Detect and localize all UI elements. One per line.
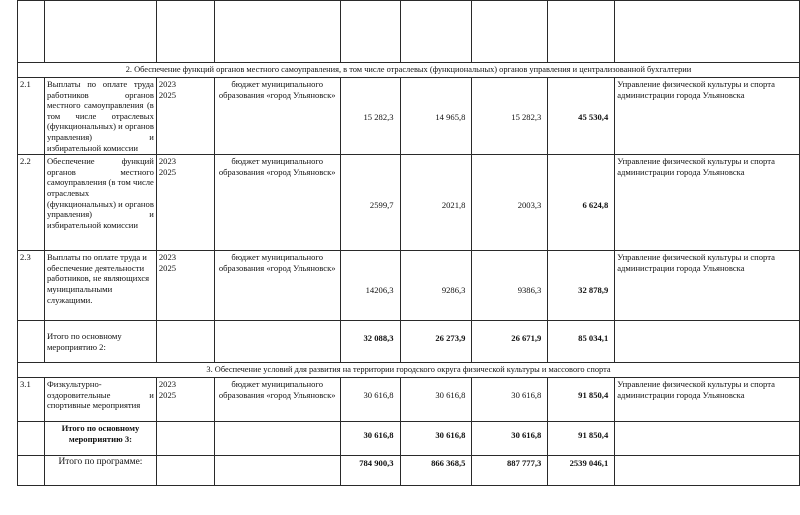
subtotal-2023: 30 616,8 — [340, 422, 400, 456]
measure-name: Выплаты по оплате труда работников органов местного самоуправления (в том числе отраслевых (функциональных) и органов управления) и избирательной комиссии — [44, 78, 156, 155]
subtotal-2025: 26 671,9 — [472, 321, 548, 363]
subtotal-2024: 30 616,8 — [400, 422, 472, 456]
empty-cell — [18, 321, 45, 363]
empty-cell — [18, 1, 45, 63]
row-number: 2.2 — [18, 155, 45, 251]
executor: Управление физической культуры и спорта администрации города Ульяновска — [615, 378, 800, 422]
executor: Управление физической культуры и спорта администрации города Ульяновска — [615, 155, 800, 251]
value-2025: 30 616,8 — [472, 378, 548, 422]
subtotal-2025: 30 616,8 — [472, 422, 548, 456]
years-cell — [156, 155, 214, 251]
value-2024: 2021,8 — [400, 155, 472, 251]
table-row — [18, 78, 800, 155]
grand-total-2024: 866 368,5 — [400, 456, 472, 486]
measure-name: Выплаты по оплате труда и обеспечение деятельности работников, не являющихся муниципальными служащими. — [44, 251, 156, 321]
year-end: 2025 — [158, 262, 177, 273]
empty-cell — [400, 1, 472, 63]
empty-cell — [214, 321, 340, 363]
funding-source: бюджет муниципального образования «город Ульяновск» — [214, 155, 340, 251]
section-header-row — [18, 63, 800, 78]
empty-cell — [615, 456, 800, 486]
empty-cell — [156, 1, 214, 63]
grand-total-2025: 887 777,3 — [472, 456, 548, 486]
value-total: 6 624,8 — [548, 155, 615, 251]
subtotal-total: 91 850,4 — [548, 422, 615, 456]
subtotal-2023: 32 088,3 — [340, 321, 400, 363]
subtotal-row — [18, 321, 800, 363]
value-2024: 14 965,8 — [400, 78, 472, 155]
subtotal-total: 85 034,1 — [548, 321, 615, 363]
year-start: 2023 — [158, 79, 177, 89]
empty-cell — [548, 1, 615, 63]
row-number: 2.1 — [18, 78, 45, 155]
years-cell — [156, 251, 214, 321]
subtotal-label: Итого по основному мероприятию 2: — [44, 321, 156, 363]
empty-cell — [18, 456, 45, 486]
value-2023: 15 282,3 — [340, 78, 400, 155]
year-start: 2023 — [158, 252, 177, 263]
value-2025: 9386,3 — [472, 251, 548, 321]
empty-cell — [472, 1, 548, 63]
subtotal-label: Итого по основному мероприятию 3: — [44, 422, 156, 456]
years-cell — [156, 378, 214, 422]
section-title: 2. Обеспечение функций органов местного самоуправления, в том числе отраслевых (функциональных) органов управления и централизованной бухгалтерии — [18, 63, 800, 78]
year-end: 2025 — [158, 89, 177, 100]
grand-total-row — [18, 456, 800, 486]
empty-cell — [18, 422, 45, 456]
funding-source: бюджет муниципального образования «город Ульяновск» — [214, 78, 340, 155]
value-total: 91 850,4 — [548, 378, 615, 422]
value-2025: 2003,3 — [472, 155, 548, 251]
subtotal-2024: 26 273,9 — [400, 321, 472, 363]
empty-cell — [156, 321, 214, 363]
value-2023: 30 616,8 — [340, 378, 400, 422]
measure-name: Обеспечение функций органов местного самоуправления (в том числе отраслевых (функциональных) и органов управления) и избирательной комиссии — [44, 155, 156, 251]
section-header-row — [18, 363, 800, 378]
empty-cell — [615, 321, 800, 363]
funding-source: бюджет муниципального образования «город Ульяновск» — [214, 251, 340, 321]
empty-cell — [214, 422, 340, 456]
table-row — [18, 155, 800, 251]
years-cell — [156, 78, 214, 155]
row-number: 2.3 — [18, 251, 45, 321]
table-row — [18, 378, 800, 422]
year-end: 2025 — [158, 389, 177, 400]
table-row — [18, 1, 800, 63]
year-start: 2023 — [158, 379, 177, 390]
budget-table — [17, 0, 800, 486]
empty-cell — [214, 456, 340, 486]
value-2024: 30 616,8 — [400, 378, 472, 422]
empty-cell — [615, 422, 800, 456]
year-end: 2025 — [158, 166, 177, 177]
empty-cell — [615, 1, 800, 63]
measure-name: Физкультурно-оздоровительные и спортивные мероприятия — [44, 378, 156, 422]
value-2023: 2599,7 — [340, 155, 400, 251]
empty-cell — [156, 456, 214, 486]
executor: Управление физической культуры и спорта администрации города Ульяновска — [615, 251, 800, 321]
empty-cell — [44, 1, 156, 63]
value-total: 45 530,4 — [548, 78, 615, 155]
empty-cell — [214, 1, 340, 63]
row-number: 3.1 — [18, 378, 45, 422]
funding-source: бюджет муниципального образования «город Ульяновск» — [214, 378, 340, 422]
value-2023: 14206,3 — [340, 251, 400, 321]
executor: Управление физической культуры и спорта администрации города Ульяновска — [615, 78, 800, 155]
subtotal-row — [18, 422, 800, 456]
value-total: 32 878,9 — [548, 251, 615, 321]
empty-cell — [340, 1, 400, 63]
section-title: 3. Обеспечение условий для развития на территории городского округа физической культуры и массового спорта — [18, 363, 800, 378]
value-2024: 9286,3 — [400, 251, 472, 321]
value-2025: 15 282,3 — [472, 78, 548, 155]
grand-total-label: Итого по программе: — [44, 456, 156, 486]
year-start: 2023 — [158, 156, 177, 167]
grand-total-total: 2539 046,1 — [548, 456, 615, 486]
table-row — [18, 251, 800, 321]
empty-cell — [156, 422, 214, 456]
grand-total-2023: 784 900,3 — [340, 456, 400, 486]
